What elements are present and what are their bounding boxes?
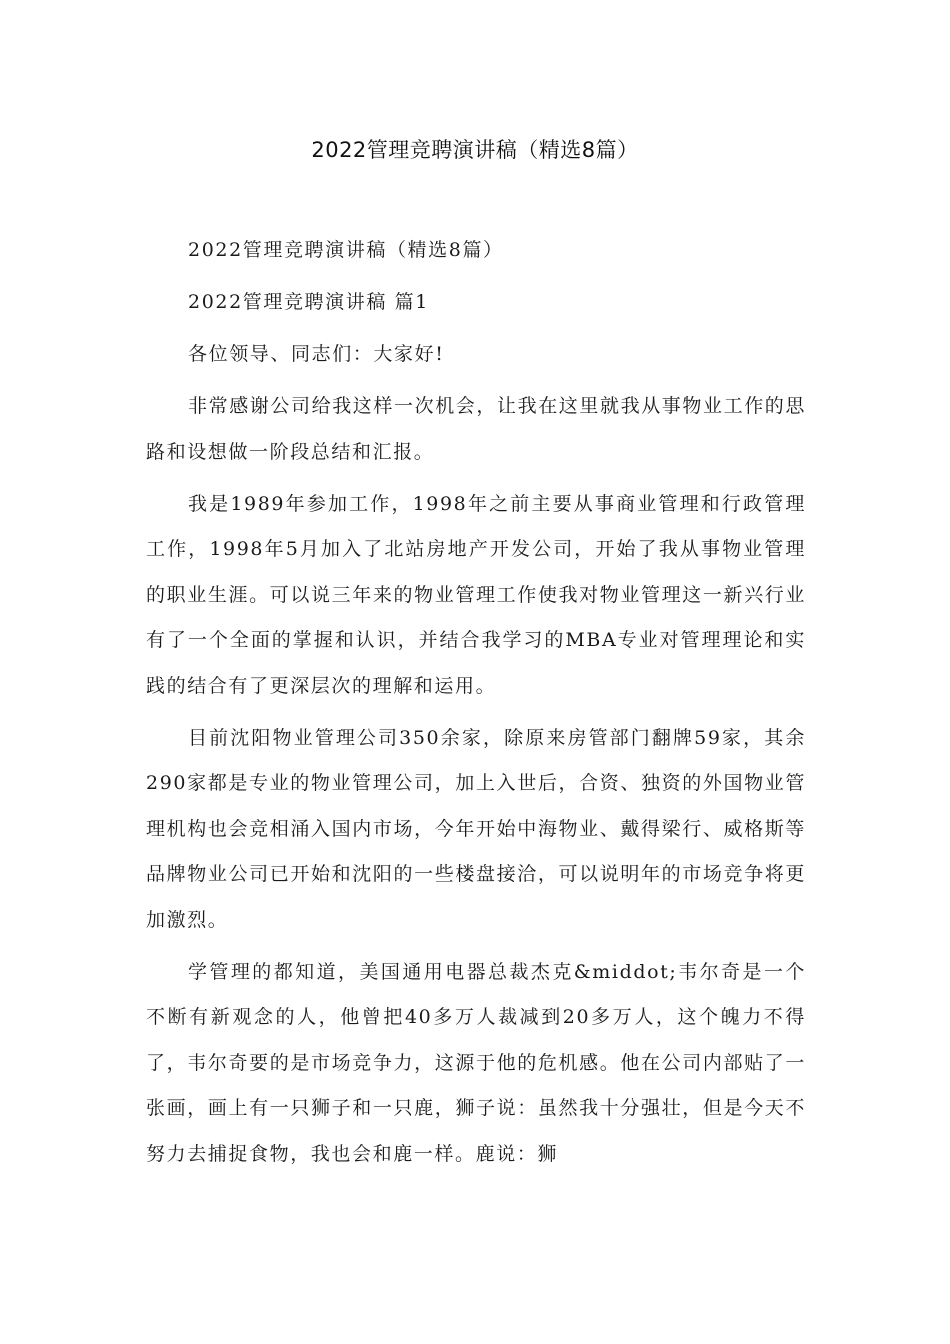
document-body [146,228,806,1184]
paragraph-section-heading: 2022管理竞聘演讲稿 篇1 [188,291,429,313]
document-title: 2022管理竞聘演讲稿（精选8篇） [311,138,639,162]
paragraph-greeting: 各位领导、同志们：大家好! [188,343,445,365]
paragraph-thanks: 非常感谢公司给我这样一次机会，让我在这里就我从事物业工作的思路和设想做一阶段总结和汇报。 [146,395,807,463]
paragraph-subtitle: 2022管理竞聘演讲稿（精选8篇） [188,239,504,261]
paragraph-welch: 学管理的都知道，美国通用电器总裁杰克&middot;韦尔奇是一个不断有新观念的人，他曾把40多万人裁减到20多万人，这个魄力不得了，韦尔奇要的是市场竞争力，这源于他的危机感。他在公司内部贴了一张画，画上有一只狮子和一只鹿，狮子说：虽然我十分强壮，但是今天不努力去捕捉食物，我也会和鹿一样。鹿说：狮 [146,960,806,1165]
paragraph-career: 我是1989年参加工作，1998年之前主要从事商业管理和行政管理工作，1998年5月加入了北站房地产开发公司，开始了我从事物业管理的职业生涯。可以说三年来的物业管理工作使我对物业管理这一新兴行业有了一个全面的掌握和认识，并结合我学习的MBA专业对管理理论和实践的结合有了更深层次的理解和运用。 [146,492,806,697]
paragraph-market: 目前沈阳物业管理公司350余家，除原来房管部门翻牌59家，其余290家都是专业的物业管理公司，加上入世后，合资、独资的外国物业管理机构也会竞相涌入国内市场，今年开始中海物业、戴得梁行、威格斯等品牌物业公司已开始和沈阳的一些楼盘接洽，可以说明年的市场竞争将更加激烈。 [146,726,806,931]
